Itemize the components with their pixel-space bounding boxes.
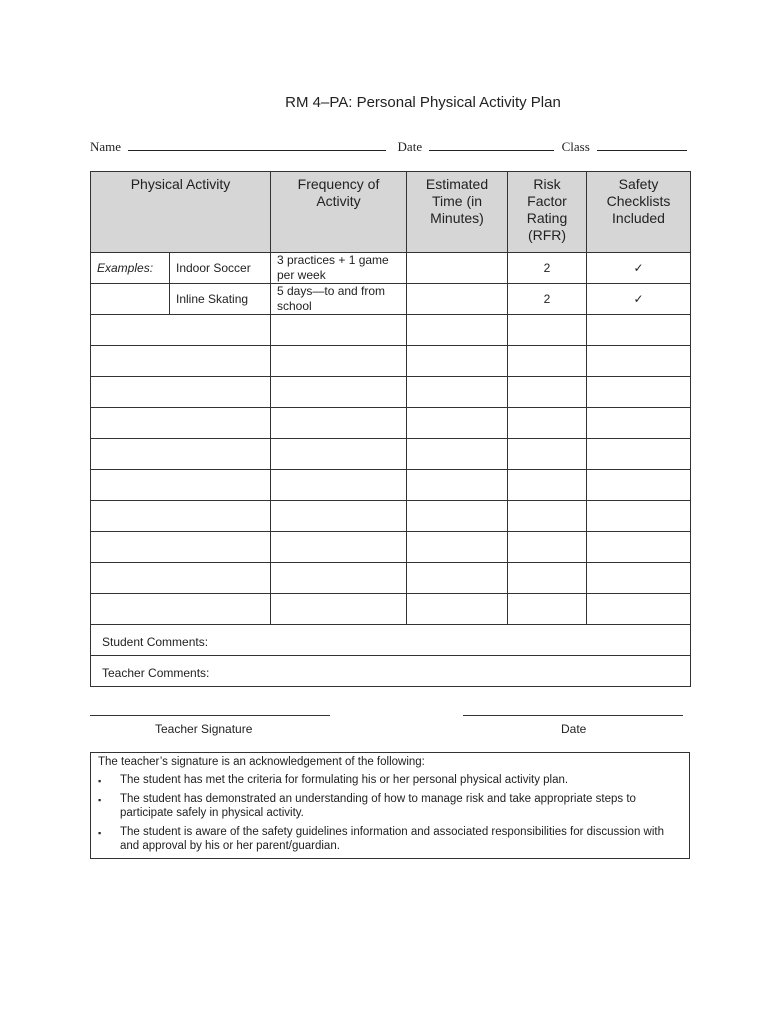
entry-cell[interactable] bbox=[407, 377, 508, 408]
name-label: Name bbox=[90, 139, 122, 154]
entry-cell[interactable] bbox=[271, 408, 407, 439]
entry-cell[interactable] bbox=[91, 532, 271, 563]
signature-date-label: Date bbox=[561, 722, 587, 736]
entry-cell[interactable] bbox=[587, 501, 691, 532]
header-risk-factor: Risk Factor Rating (RFR) bbox=[508, 172, 587, 253]
teacher-comments-label: Teacher Comments: bbox=[102, 665, 210, 680]
teacher-comments-field[interactable] bbox=[91, 656, 691, 687]
acknowledgement-item: The student is aware of the safety guidelines information and associated responsibilities for discussion with and approval by his or her parent/guardian. bbox=[120, 826, 664, 852]
entry-cell[interactable] bbox=[508, 377, 587, 408]
entry-cell[interactable] bbox=[587, 563, 691, 594]
table-row[interactable] bbox=[91, 377, 691, 408]
entry-cell[interactable] bbox=[587, 532, 691, 563]
table-row[interactable] bbox=[91, 501, 691, 532]
header-physical-activity: Physical Activity bbox=[91, 172, 271, 253]
name-field[interactable] bbox=[128, 138, 386, 151]
example-time bbox=[407, 284, 508, 315]
entry-cell[interactable] bbox=[91, 594, 271, 625]
entry-cell[interactable] bbox=[407, 501, 508, 532]
table-header-row bbox=[91, 172, 691, 253]
bullet-icon: ▪ bbox=[98, 795, 102, 805]
entry-cell[interactable] bbox=[587, 470, 691, 501]
student-comments-label: Student Comments: bbox=[102, 634, 209, 649]
entry-cell[interactable] bbox=[407, 346, 508, 377]
entry-cell[interactable] bbox=[508, 346, 587, 377]
table-row[interactable] bbox=[91, 532, 691, 563]
entry-cell[interactable] bbox=[271, 501, 407, 532]
entry-cell[interactable] bbox=[587, 315, 691, 346]
table-row bbox=[91, 284, 691, 315]
example-activity: Inline Skating bbox=[170, 284, 271, 315]
bullet-icon: ▪ bbox=[98, 776, 102, 786]
header-frequency: Frequency of Activity bbox=[271, 172, 407, 253]
student-comments-field[interactable] bbox=[91, 625, 691, 656]
table-row[interactable] bbox=[91, 470, 691, 501]
teacher-signature-label: Teacher Signature bbox=[155, 722, 253, 736]
entry-cell[interactable] bbox=[508, 315, 587, 346]
header-safety-checklists: Safety Checklists Included bbox=[587, 172, 691, 253]
example-frequency: 3 practices + 1 game per week bbox=[271, 253, 407, 284]
example-activity: Indoor Soccer bbox=[170, 253, 271, 284]
student-info-fields bbox=[90, 138, 690, 155]
acknowledgement-item: The student has met the criteria for formulating his or her personal physical activity plan. bbox=[120, 774, 569, 786]
entry-cell[interactable] bbox=[508, 408, 587, 439]
table-row[interactable] bbox=[91, 563, 691, 594]
entry-cell[interactable] bbox=[407, 563, 508, 594]
entry-cell[interactable] bbox=[271, 563, 407, 594]
table-row[interactable] bbox=[91, 408, 691, 439]
example-rfr: 2 bbox=[508, 253, 587, 284]
entry-cell[interactable] bbox=[91, 346, 271, 377]
table-row[interactable] bbox=[91, 594, 691, 625]
table-row[interactable] bbox=[91, 346, 691, 377]
table-cell bbox=[91, 284, 170, 315]
entry-cell[interactable] bbox=[91, 315, 271, 346]
entry-cell[interactable] bbox=[271, 532, 407, 563]
entry-cell[interactable] bbox=[407, 470, 508, 501]
date-label: Date bbox=[397, 139, 423, 154]
date-field[interactable] bbox=[429, 138, 554, 151]
entry-cell[interactable] bbox=[508, 563, 587, 594]
entry-cell[interactable] bbox=[271, 377, 407, 408]
table-row[interactable] bbox=[91, 315, 691, 346]
table-row bbox=[91, 253, 691, 284]
entry-cell[interactable] bbox=[91, 470, 271, 501]
example-time bbox=[407, 253, 508, 284]
class-label: Class bbox=[561, 139, 590, 154]
entry-cell[interactable] bbox=[407, 439, 508, 470]
entry-cell[interactable] bbox=[91, 501, 271, 532]
acknowledgement-box bbox=[90, 752, 690, 859]
entry-cell[interactable] bbox=[587, 346, 691, 377]
check-icon: ✓ bbox=[587, 284, 691, 315]
entry-cell[interactable] bbox=[587, 594, 691, 625]
entry-cell[interactable] bbox=[508, 439, 587, 470]
page-title: RM 4–PA: Personal Physical Activity Plan bbox=[285, 94, 561, 111]
class-field[interactable] bbox=[597, 138, 687, 151]
entry-cell[interactable] bbox=[91, 408, 271, 439]
example-frequency: 5 days—to and from school bbox=[271, 284, 407, 315]
entry-cell[interactable] bbox=[587, 408, 691, 439]
entry-cell[interactable] bbox=[271, 439, 407, 470]
teacher-signature-line[interactable] bbox=[90, 715, 330, 716]
entry-cell[interactable] bbox=[587, 439, 691, 470]
activity-plan-table bbox=[90, 171, 691, 687]
acknowledgement-intro: The teacher’s signature is an acknowledgement of the following: bbox=[98, 756, 425, 768]
examples-label: Examples: bbox=[91, 253, 170, 284]
entry-cell[interactable] bbox=[271, 470, 407, 501]
example-rfr: 2 bbox=[508, 284, 587, 315]
entry-cell[interactable] bbox=[407, 408, 508, 439]
entry-cell[interactable] bbox=[587, 377, 691, 408]
entry-cell[interactable] bbox=[407, 532, 508, 563]
entry-cell[interactable] bbox=[407, 594, 508, 625]
table-row[interactable] bbox=[91, 439, 691, 470]
entry-cell[interactable] bbox=[508, 594, 587, 625]
entry-cell[interactable] bbox=[508, 470, 587, 501]
entry-cell[interactable] bbox=[508, 501, 587, 532]
entry-cell[interactable] bbox=[91, 377, 271, 408]
entry-cell[interactable] bbox=[407, 315, 508, 346]
entry-cell[interactable] bbox=[271, 315, 407, 346]
entry-cell[interactable] bbox=[91, 439, 271, 470]
entry-cell[interactable] bbox=[271, 594, 407, 625]
entry-cell[interactable] bbox=[271, 346, 407, 377]
entry-cell[interactable] bbox=[91, 563, 271, 594]
teacher-comments-row[interactable] bbox=[91, 656, 691, 687]
acknowledgement-item: The student has demonstrated an understanding of how to manage risk and take appropriate steps to participate safely in physical activity. bbox=[120, 793, 636, 819]
student-comments-row[interactable] bbox=[91, 625, 691, 656]
signature-date-line[interactable] bbox=[463, 715, 683, 716]
check-icon: ✓ bbox=[587, 253, 691, 284]
entry-cell[interactable] bbox=[508, 532, 587, 563]
header-estimated-time: Estimated Time (in Minutes) bbox=[407, 172, 508, 253]
bullet-icon: ▪ bbox=[98, 828, 102, 838]
